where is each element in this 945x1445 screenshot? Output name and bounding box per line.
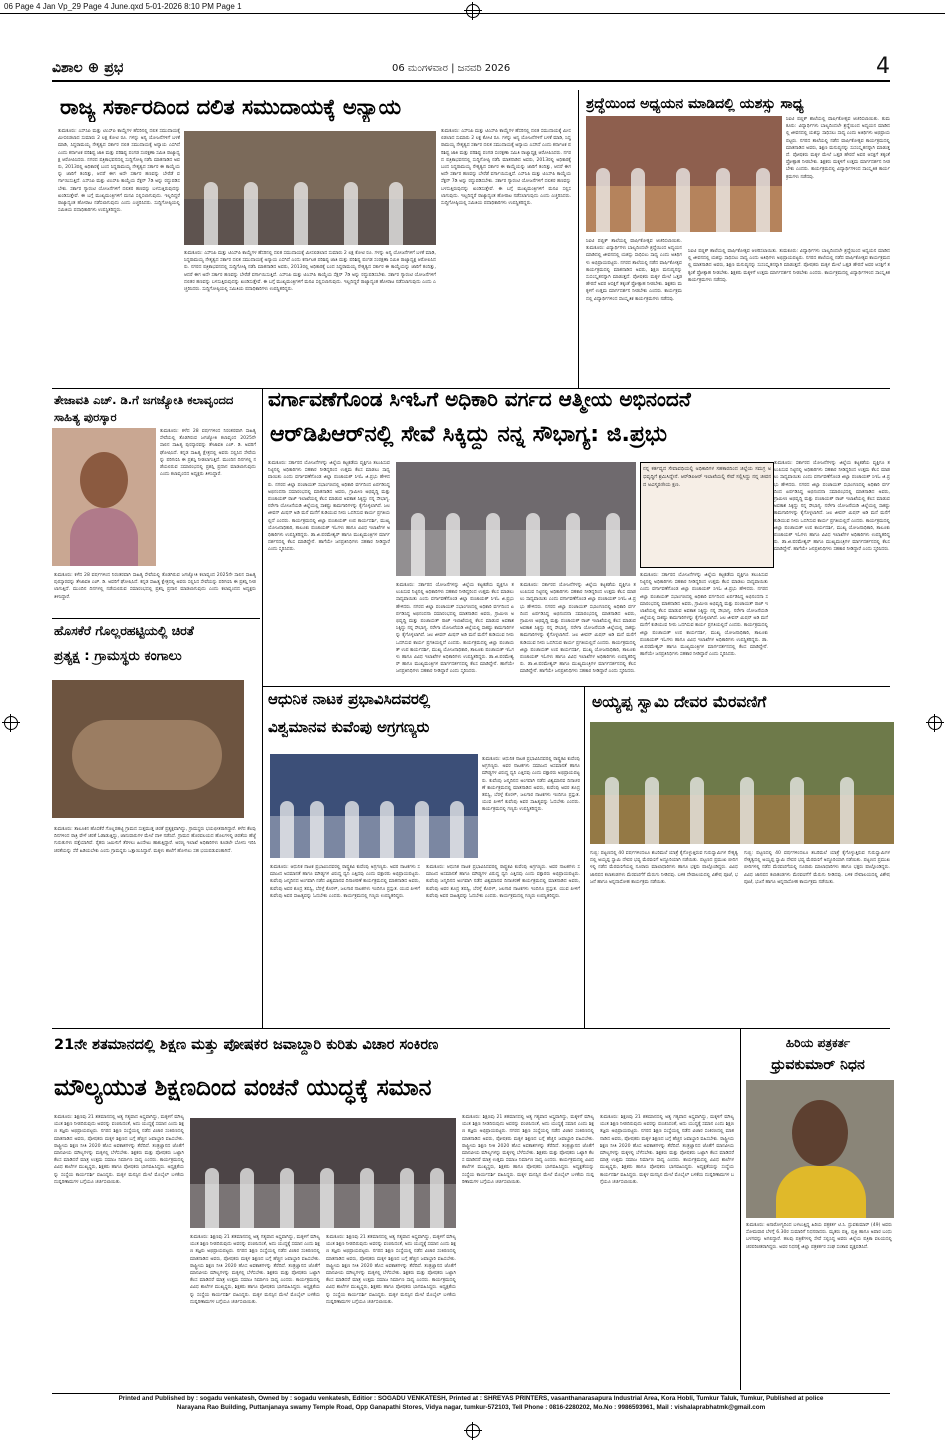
story-body-continued: ತುಮಕೂರು: ಕಳೆದ 28 ವರ್ಷಗಳಿಂದ ನಿರಂತರವಾಗಿ ಸಾಹಿತ್ಯ ಸೇವೆಯಲ್ಲಿ ತೊಡಗಿರುವ ಜಗಜ್ಯೋತಿ ಕಲಾವೃಂದ 2025ನೇ ಸಾಲಿನ ಸಾಹಿತ್ಯ ಪುರಸ್ಕಾರವನ್ನು ತೇಜಾವತಿ ಎಚ್. ಡಿ. ಅವರಿಗೆ ಘೋಷಿಸಿದೆ. ಕನ್ನಡ ಸಾಹಿತ್ಯ ಕ್ಷೇತ್ರದಲ್ಲಿ ಅವರು ಸಲ್ಲಿಸಿದ ಸೇವೆಯನ್ನು ಪರಿಗಣಿಸಿ ಈ ಪ್ರಶಸ್ತಿ ನೀಡಲಾಗುತ್ತಿದೆ. ಮುಂದಿನ ದಿನಗಳಲ್ಲಿ ನಡೆಯಲಿರುವ ಸಮಾರಂಭದಲ್ಲಿ ಪ್ರಶಸ್ತಿ ಪ್ರದಾನ ಮಾಡಲಾಗುವುದು ಎಂದು ಕಲಾವೃಂದದ ಅಧ್ಯಕ್ಷರು ತಿಳಿಸಿದ್ದಾರೆ. bbox=[54, 573, 256, 600]
masthead bbox=[52, 54, 890, 82]
page-number: 4 bbox=[876, 54, 890, 79]
section-rule bbox=[262, 686, 890, 687]
imprint-line: Narayana Rao Building, Puttanjanaya swamy Temple Road, Opp Ganapathi Stores, Vidya nagar, tumkur-572103, Tell Phone : 0816-2280202, Mo.No : 9986593961, Mail : vishalaprabhatmk@gmail.com bbox=[176, 1404, 766, 1411]
story-photo bbox=[52, 680, 244, 818]
story-photo bbox=[190, 1118, 456, 1228]
story-headline: ವರ್ಗಾವಣೆಗೊಂಡ ಸಿಇಓಗೆ ಅಧಿಕಾರಿ ವರ್ಗದ ಆತ್ಮೀಯ ಅಭಿನಂದನೆ bbox=[268, 387, 691, 411]
story-photo bbox=[590, 722, 894, 844]
story-body: ತುಮಕೂರು: ಕಳೆದ 28 ವರ್ಷಗಳಿಂದ ನಿರಂತರವಾಗಿ ಸಾಹಿತ್ಯ ಸೇವೆಯಲ್ಲಿ ತೊಡಗಿರುವ ಜಗಜ್ಯೋತಿ ಕಲಾವೃಂದ 2025ನೇ ಸಾಲಿನ ಸಾಹಿತ್ಯ ಪುರಸ್ಕಾರವನ್ನು ತೇಜಾವತಿ ಎಚ್. ಡಿ. ಅವರಿಗೆ ಘೋಷಿಸಿದೆ. ಕನ್ನಡ ಸಾಹಿತ್ಯ ಕ್ಷೇತ್ರದಲ್ಲಿ ಅವರು ಸಲ್ಲಿಸಿದ ಸೇವೆಯನ್ನು ಪರಿಗಣಿಸಿ ಈ ಪ್ರಶಸ್ತಿ ನೀಡಲಾಗುತ್ತಿದೆ. ಮುಂದಿನ ದಿನಗಳಲ್ಲಿ ನಡೆಯಲಿರುವ ಸಮಾರಂಭದಲ್ಲಿ ಪ್ರಶಸ್ತಿ ಪ್ರದಾನ ಮಾಡಲಾಗುವುದು ಎಂದು ಕಲಾವೃಂದದ ಅಧ್ಯಕ್ಷರು ತಿಳಿಸಿದ್ದಾರೆ. bbox=[160, 429, 256, 478]
story-body-continued: ತುಮಕೂರು: ಸರ್ಕಾರದ ಯೋಜನೆಗಳನ್ನು ಜಿಲ್ಲೆಯ ಕಟ್ಟಕಡೆಯ ವ್ಯಕ್ತಿಗೂ ತಲುಪಿಸುವ ನಿಟ್ಟಿನಲ್ಲಿ ಅಧಿಕಾರಿಗಳು ಸಹಕಾರ ನೀಡಿದ್ದರಿಂದ ಉತ್ತಮ ಕೆಲಸ ಮಾಡಲು ಸಾಧ್ಯವಾಯಿತು ಎಂದು ವರ್ಗಾವಣೆಗೊಂಡ ಜಿಲ್ಲಾ ಪಂಚಾಯತ್ ಸಿಇಓ ಜಿ.ಪ್ರಭು ಹೇಳಿದರು. ನಗರದ ಜಿಲ್ಲಾ ಪಂಚಾಯತ್ ಸಭಾಂಗಣದಲ್ಲಿ ಅಧಿಕಾರಿ ವರ್ಗದಿಂದ ಏರ್ಪಡಿಸಿದ್ದ ಅಭಿನಂದನಾ ಸಮಾರಂಭದಲ್ಲಿ ಮಾತನಾಡಿದ ಅವರು, ಗ್ರಾಮೀಣ ಅಭಿವೃದ್ಧಿ ಮತ್ತು ಪಂಚಾಯತ್ ರಾಜ್ ಇಲಾಖೆಯಲ್ಲಿ ಕೆಲಸ ಮಾಡುವ ಅವಕಾಶ ಸಿಕ್ಕಿದ್ದು ನನ್ನ ಸೌಭಾಗ್ಯ. ನರೇಗಾ ಯೋಜನೆಯಡಿ ಜಿಲ್ಲೆಯಲ್ಲಿ ಸಾಕಷ್ಟು ಕಾಮಗಾರಿಗಳನ್ನು ಕೈಗೊಳ್ಳಲಾಗಿದೆ. ಜಲ ಜೀವನ್ ಮಿಷನ್ ಅಡಿ ಮನೆ ಮನೆಗೆ ಕುಡಿಯುವ ನೀರು ಒದಗಿಸುವ ಕಾರ್ಯ ಪ್ರಗತಿಯಲ್ಲಿದೆ ಎಂದರು. ಕಾರ್ಯಕ್ರಮದಲ್ಲಿ ಜಿಲ್ಲಾ ಪಂಚಾಯತ್ ಉಪ ಕಾರ್ಯದರ್ಶಿ, ಮುಖ್ಯ ಯೋಜನಾಧಿಕಾರಿ, ತಾಲೂಕು ಪಂಚಾಯತ್ ಇಓಗಳು ಹಾಗೂ ವಿವಿಧ ಇಲಾಖೆಗಳ ಅಧಿಕಾರಿಗಳು ಉಪಸ್ಥಿತರಿದ್ದರು. ಡಾ.ಜಿ.ಪರಮೇಶ್ವರ್ ಹಾಗೂ ಮುಖ್ಯಮಂತ್ರಿಗಳ ಮಾರ್ಗದರ್ಶನದಲ್ಲಿ ಕೆಲಸ ಮಾಡಿದ್ದೇನೆ. ಹಾಗೆಯೇ ಜನಪ್ರತಿನಿಧಿಗಳು ಸಹಕಾರ ನೀಡಿದ್ದಾರೆ ಎಂದು ಸ್ಮರಿಸಿದರು. bbox=[774, 461, 890, 553]
story-photo bbox=[184, 131, 436, 245]
story-headline: ಆಧುನಿಕ ನಾಟಕ ಪ್ರಭಾವಿಸಿದವರಲ್ಲಿ bbox=[268, 690, 431, 708]
story-body-continued: ತುಮಕೂರು: ಎಸ್‌ಸಿಪಿ ಮತ್ತು ಟಿಎಸ್‌ಪಿ ಕಾಯ್ದೆಗಳ ಹೆಸರಿನಲ್ಲಿ ದಲಿತ ಸಮುದಾಯಕ್ಕೆ ಮೀಸಲಿಡಲಾದ ಸುಮಾರು 2 ಲಕ್ಷ ಕೋಟಿ ರೂ. ಗಳನ್ನು ಅನ್ಯ ಯೋಜನೆಗಳಿಗೆ ಬಳಕೆ ಮಾಡಿ, ಸಿದ್ದರಾಮಯ್ಯ ನೇತೃತ್ವದ ಸರ್ಕಾರ ದಲಿತ ಸಮುದಾಯಕ್ಕೆ ಅನ್ಯಾಯ ಎಸಗಿದೆ ಎಂದು ಕರ್ನಾಟಕ ಪರಿಶಿಷ್ಟ ಜಾತಿ ಮತ್ತು ಪರಿಶಿಷ್ಟ ಪಂಗಡ ಸಂರಕ್ಷಣಾ ಸಮಿತಿ ರಾಜ್ಯಾಧ್ಯಕ್ಷ ಆರೋಪಿಸಿದರು. ನಗರದ ಪತ್ರಿಕಾಭವನದಲ್ಲಿ ಸುದ್ದಿಗೋಷ್ಠಿ ನಡೆಸಿ ಮಾತನಾಡಿದ ಅವರು, 2013ರಲ್ಲಿ ಅಧಿಕಾರಕ್ಕೆ ಬಂದ ಸಿದ್ದರಾಮಯ್ಯ ನೇತೃತ್ವದ ಸರ್ಕಾರ ಈ ಕಾಯ್ದೆಯನ್ನು ಜಾರಿಗೆ ತಂದಿತ್ತು, ಆದರೆ ಈಗ ಅದೇ ಸರ್ಕಾರ ಹಣವನ್ನು ಬೇರೆಡೆ ವರ್ಗಾಯಿಸುತ್ತಿದೆ. ಎಸ್‌ಸಿಪಿ ಮತ್ತು ಟಿಎಸ್‌ಪಿ ಕಾಯ್ದೆಯ ಸೆಕ್ಷನ್ 7ಡಿ ಅನ್ನು ರದ್ದುಪಡಿಸಬೇಕು. ಸರ್ಕಾರ ಗ್ಯಾರಂಟಿ ಯೋಜನೆಗಳಿಗೆ ದಲಿತರ ಹಣವನ್ನು ಬಳಸುತ್ತಿರುವುದನ್ನು ಖಂಡಿಸುತ್ತೇವೆ. ಈ ಬಗ್ಗೆ ಮುಖ್ಯಮಂತ್ರಿಗಳಿಗೆ ಮನವಿ ಸಲ್ಲಿಸಲಾಗುವುದು. ಇಲ್ಲದಿದ್ದರೆ ರಾಜ್ಯಾದ್ಯಂತ ಹೋರಾಟ ನಡೆಸಲಾಗುವುದು ಎಂದು ಎಚ್ಚರಿಸಿದರು. ಸುದ್ದಿಗೋಷ್ಠಿಯಲ್ಲಿ ಸಮಿತಿಯ ಪದಾಧಿಕಾರಿಗಳು ಉಪಸ್ಥಿತರಿದ್ದರು. bbox=[441, 129, 571, 207]
dateline: 06 ಮಂಗಳವಾರ | ಜನವರಿ 2026 bbox=[392, 63, 511, 74]
story-body-continued: ತುಮಕೂರು: ಎಸ್‌ಸಿಪಿ ಮತ್ತು ಟಿಎಸ್‌ಪಿ ಕಾಯ್ದೆಗಳ ಹೆಸರಿನಲ್ಲಿ ದಲಿತ ಸಮುದಾಯಕ್ಕೆ ಮೀಸಲಿಡಲಾದ ಸುಮಾರು 2 ಲಕ್ಷ ಕೋಟಿ ರೂ. ಗಳನ್ನು ಅನ್ಯ ಯೋಜನೆಗಳಿಗೆ ಬಳಕೆ ಮಾಡಿ, ಸಿದ್ದರಾಮಯ್ಯ ನೇತೃತ್ವದ ಸರ್ಕಾರ ದಲಿತ ಸಮುದಾಯಕ್ಕೆ ಅನ್ಯಾಯ ಎಸಗಿದೆ ಎಂದು ಕರ್ನಾಟಕ ಪರಿಶಿಷ್ಟ ಜಾತಿ ಮತ್ತು ಪರಿಶಿಷ್ಟ ಪಂಗಡ ಸಂರಕ್ಷಣಾ ಸಮಿತಿ ರಾಜ್ಯಾಧ್ಯಕ್ಷ ಆರೋಪಿಸಿದರು. ನಗರದ ಪತ್ರಿಕಾಭವನದಲ್ಲಿ ಸುದ್ದಿಗೋಷ್ಠಿ ನಡೆಸಿ ಮಾತನಾಡಿದ ಅವರು, 2013ರಲ್ಲಿ ಅಧಿಕಾರಕ್ಕೆ ಬಂದ ಸಿದ್ದರಾಮಯ್ಯ ನೇತೃತ್ವದ ಸರ್ಕಾರ ಈ ಕಾಯ್ದೆಯನ್ನು ಜಾರಿಗೆ ತಂದಿತ್ತು, ಆದರೆ ಈಗ ಅದೇ ಸರ್ಕಾರ ಹಣವನ್ನು ಬೇರೆಡೆ ವರ್ಗಾಯಿಸುತ್ತಿದೆ. ಎಸ್‌ಸಿಪಿ ಮತ್ತು ಟಿಎಸ್‌ಪಿ ಕಾಯ್ದೆಯ ಸೆಕ್ಷನ್ 7ಡಿ ಅನ್ನು ರದ್ದುಪಡಿಸಬೇಕು. ಸರ್ಕಾರ ಗ್ಯಾರಂಟಿ ಯೋಜನೆಗಳಿಗೆ ದಲಿತರ ಹಣವನ್ನು ಬಳಸುತ್ತಿರುವುದನ್ನು ಖಂಡಿಸುತ್ತೇವೆ. ಈ ಬಗ್ಗೆ ಮುಖ್ಯಮಂತ್ರಿಗಳಿಗೆ ಮನವಿ ಸಲ್ಲಿಸಲಾಗುವುದು. ಇಲ್ಲದಿದ್ದರೆ ರಾಜ್ಯಾದ್ಯಂತ ಹೋರಾಟ ನಡೆಸಲಾಗುವುದು ಎಂದು ಎಚ್ಚರಿಸಿದರು. ಸುದ್ದಿಗೋಷ್ಠಿಯಲ್ಲಿ ಸಮಿತಿಯ ಪದಾಧಿಕಾರಿಗಳು ಉಪಸ್ಥಿತರಿದ್ದರು. bbox=[184, 251, 436, 293]
avatar bbox=[792, 1100, 848, 1166]
story-headline: ಮೌಲ್ಯಯುತ ಶಿಕ್ಷಣದಿಂದ ವಂಚನೆ ಯುದ್ಧಕ್ಕೆ ಸಮಾನ bbox=[54, 1075, 432, 1101]
section-rule bbox=[52, 618, 260, 619]
story-headline: ಶ್ರದ್ಧೆಯಿಂದ ಅಧ್ಯಯನ ಮಾಡಿದಲ್ಲಿ ಯಶಸ್ಸು ಸಾಧ್ಯ bbox=[586, 96, 804, 112]
column-rule bbox=[740, 1028, 741, 1390]
story-body: ಸಿಐಟಿ ಪಬ್ಲಿಕ್ ಶಾಲೆಯಲ್ಲಿ ವಾರ್ಷಿಕೋತ್ಸವ ಆಚರಿಸಲಾಯಿತು. ತುಮಕೂರು: ವಿದ್ಯಾರ್ಥಿಗಳು ಬಾಲ್ಯದಿಂದಲೇ ಶ್ರದ್ಧೆಯಿಂದ ಅಧ್ಯಯನ ಮಾಡಿದಲ್ಲಿ ಜೀವನದಲ್ಲಿ ಯಶಸ್ಸು ಸಾಧಿಸಲು ಸಾಧ್ಯ ಎಂದು ಅತಿಥಿಗಳು ಅಭಿಪ್ರಾಯಪಟ್ಟರು. ನಗರದ ಶಾಲೆಯಲ್ಲಿ ನಡೆದ ವಾರ್ಷಿಕೋತ್ಸವ ಕಾರ್ಯಕ್ರಮದಲ್ಲಿ ಮಾತನಾಡಿದ ಅವರು, ಶಿಕ್ಷಣ ಮನುಷ್ಯನನ್ನು ಸುಸಂಸ್ಕೃತನನ್ನಾಗಿ ಮಾಡುತ್ತದೆ. ಪೋಷಕರು ಮಕ್ಕಳ ಮೇಲೆ ಒತ್ತಡ ಹೇರದೆ ಅವರ ಆಸಕ್ತಿಗೆ ತಕ್ಕಂತೆ ಪ್ರೋತ್ಸಾಹ ನೀಡಬೇಕು. ಶಿಕ್ಷಕರು ಮಕ್ಕಳಿಗೆ ಉತ್ತಮ ಮಾರ್ಗದರ್ಶನ ನೀಡಬೇಕು ಎಂದರು. ಕಾರ್ಯಕ್ರಮದಲ್ಲಿ ವಿದ್ಯಾರ್ಥಿಗಳಿಂದ ಸಾಂಸ್ಕೃತಿಕ ಕಾರ್ಯಕ್ರಮಗಳು ನಡೆದವು. bbox=[786, 117, 890, 180]
registration-mark-icon bbox=[4, 716, 18, 730]
story-headline: 21ನೇ ಶತಮಾನದಲ್ಲಿ ಶಿಕ್ಷಣ ಮತ್ತು ಪೋಷಕರ ಜವಾಬ್ದಾರಿ ಕುರಿತು ವಿಚಾರ ಸಂಕಿರಣ bbox=[54, 1037, 439, 1053]
column-rule bbox=[584, 686, 585, 1028]
story-headline: ಪ್ರತ್ಯಕ್ಷ : ಗ್ರಾಮಸ್ಥರು ಕಂಗಾಲು bbox=[54, 648, 182, 664]
story-body-continued: ಸಿಐಟಿ ಪಬ್ಲಿಕ್ ಶಾಲೆಯಲ್ಲಿ ವಾರ್ಷಿಕೋತ್ಸವ ಆಚರಿಸಲಾಯಿತು. ತುಮಕೂರು: ವಿದ್ಯಾರ್ಥಿಗಳು ಬಾಲ್ಯದಿಂದಲೇ ಶ್ರದ್ಧೆಯಿಂದ ಅಧ್ಯಯನ ಮಾಡಿದಲ್ಲಿ ಜೀವನದಲ್ಲಿ ಯಶಸ್ಸು ಸಾಧಿಸಲು ಸಾಧ್ಯ ಎಂದು ಅತಿಥಿಗಳು ಅಭಿಪ್ರಾಯಪಟ್ಟರು. ನಗರದ ಶಾಲೆಯಲ್ಲಿ ನಡೆದ ವಾರ್ಷಿಕೋತ್ಸವ ಕಾರ್ಯಕ್ರಮದಲ್ಲಿ ಮಾತನಾಡಿದ ಅವರು, ಶಿಕ್ಷಣ ಮನುಷ್ಯನನ್ನು ಸುಸಂಸ್ಕೃತನನ್ನಾಗಿ ಮಾಡುತ್ತದೆ. ಪೋಷಕರು ಮಕ್ಕಳ ಮೇಲೆ ಒತ್ತಡ ಹೇರದೆ ಅವರ ಆಸಕ್ತಿಗೆ ತಕ್ಕಂತೆ ಪ್ರೋತ್ಸಾಹ ನೀಡಬೇಕು. ಶಿಕ್ಷಕರು ಮಕ್ಕಳಿಗೆ ಉತ್ತಮ ಮಾರ್ಗದರ್ಶನ ನೀಡಬೇಕು ಎಂದರು. ಕಾರ್ಯಕ್ರಮದಲ್ಲಿ ವಿದ್ಯಾರ್ಥಿಗಳಿಂದ ಸಾಂಸ್ಕೃತಿಕ ಕಾರ್ಯಕ್ರಮಗಳು ನಡೆದವು. bbox=[688, 249, 890, 283]
story-headline: ತೇಜಾವತಿ ಎಚ್. ಡಿ.ಗೆ ಜಗಜ್ಯೋತಿ ಕಲಾವೃಂದದ ಸಾಹಿತ್ಯ ಪುರಸ್ಕಾರ bbox=[54, 393, 234, 424]
printer-slug: 06 Page 4 Jan Vp_29 Page 4 June.qxd 5-01-2026 8:10 PM Page 1 bbox=[4, 2, 242, 11]
story-photo bbox=[396, 462, 636, 576]
pull-quote: ನನ್ನ ಕರ್ತವ್ಯದ ಸೇವಾವಧಿಯಲ್ಲಿ ಅಧಿಕಾರಿಗಳ ಸಹಕಾರದಿಂದ ಜಿಲ್ಲೆಯ ಸಮಗ್ರ ಅಭಿವೃದ್ಧಿಗೆ ಶ್ರಮಿಸಿದ್ದೇನೆ. ಆರ್‌ಡಿಪಿಆರ್ ಇಲಾಖೆಯಲ್ಲಿ ಸೇವೆ ಸಲ್ಲಿಸಿದ್ದು ನನ್ನ ಜೀವನದ ಅವಿಸ್ಮರಣೀಯ ಕ್ಷಣ. bbox=[640, 462, 774, 568]
story-body: ತುಮಕೂರು: ಎಸ್‌ಸಿಪಿ ಮತ್ತು ಟಿಎಸ್‌ಪಿ ಕಾಯ್ದೆಗಳ ಹೆಸರಿನಲ್ಲಿ ದಲಿತ ಸಮುದಾಯಕ್ಕೆ ಮೀಸಲಿಡಲಾದ ಸುಮಾರು 2 ಲಕ್ಷ ಕೋಟಿ ರೂ. ಗಳನ್ನು ಅನ್ಯ ಯೋಜನೆಗಳಿಗೆ ಬಳಕೆ ಮಾಡಿ, ಸಿದ್ದರಾಮಯ್ಯ ನೇತೃತ್ವದ ಸರ್ಕಾರ ದಲಿತ ಸಮುದಾಯಕ್ಕೆ ಅನ್ಯಾಯ ಎಸಗಿದೆ ಎಂದು ಕರ್ನಾಟಕ ಪರಿಶಿಷ್ಟ ಜಾತಿ ಮತ್ತು ಪರಿಶಿಷ್ಟ ಪಂಗಡ ಸಂರಕ್ಷಣಾ ಸಮಿತಿ ರಾಜ್ಯಾಧ್ಯಕ್ಷ ಆರೋಪಿಸಿದರು. ನಗರದ ಪತ್ರಿಕಾಭವನದಲ್ಲಿ ಸುದ್ದಿಗೋಷ್ಠಿ ನಡೆಸಿ ಮಾತನಾಡಿದ ಅವರು, 2013ರಲ್ಲಿ ಅಧಿಕಾರಕ್ಕೆ ಬಂದ ಸಿದ್ದರಾಮಯ್ಯ ನೇತೃತ್ವದ ಸರ್ಕಾರ ಈ ಕಾಯ್ದೆಯನ್ನು ಜಾರಿಗೆ ತಂದಿತ್ತು, ಆದರೆ ಈಗ ಅದೇ ಸರ್ಕಾರ ಹಣವನ್ನು ಬೇರೆಡೆ ವರ್ಗಾಯಿಸುತ್ತಿದೆ. ಎಸ್‌ಸಿಪಿ ಮತ್ತು ಟಿಎಸ್‌ಪಿ ಕಾಯ್ದೆಯ ಸೆಕ್ಷನ್ 7ಡಿ ಅನ್ನು ರದ್ದುಪಡಿಸಬೇಕು. ಸರ್ಕಾರ ಗ್ಯಾರಂಟಿ ಯೋಜನೆಗಳಿಗೆ ದಲಿತರ ಹಣವನ್ನು ಬಳಸುತ್ತಿರುವುದನ್ನು ಖಂಡಿಸುತ್ತೇವೆ. ಈ ಬಗ್ಗೆ ಮುಖ್ಯಮಂತ್ರಿಗಳಿಗೆ ಮನವಿ ಸಲ್ಲಿಸಲಾಗುವುದು. ಇಲ್ಲದಿದ್ದರೆ ರಾಜ್ಯಾದ್ಯಂತ ಹೋರಾಟ ನಡೆಸಲಾಗುವುದು ಎಂದು ಎಚ್ಚರಿಸಿದರು. ಸುದ್ದಿಗೋಷ್ಠಿಯಲ್ಲಿ ಸಮಿತಿಯ ಪದಾಧಿಕಾರಿಗಳು ಉಪಸ್ಥಿತರಿದ್ದರು. bbox=[58, 129, 180, 214]
story-body-continued: ಸಿಐಟಿ ಪಬ್ಲಿಕ್ ಶಾಲೆಯಲ್ಲಿ ವಾರ್ಷಿಕೋತ್ಸವ ಆಚರಿಸಲಾಯಿತು. ತುಮಕೂರು: ವಿದ್ಯಾರ್ಥಿಗಳು ಬಾಲ್ಯದಿಂದಲೇ ಶ್ರದ್ಧೆಯಿಂದ ಅಧ್ಯಯನ ಮಾಡಿದಲ್ಲಿ ಜೀವನದಲ್ಲಿ ಯಶಸ್ಸು ಸಾಧಿಸಲು ಸಾಧ್ಯ ಎಂದು ಅತಿಥಿಗಳು ಅಭಿಪ್ರಾಯಪಟ್ಟರು. ನಗರದ ಶಾಲೆಯಲ್ಲಿ ನಡೆದ ವಾರ್ಷಿಕೋತ್ಸವ ಕಾರ್ಯಕ್ರಮದಲ್ಲಿ ಮಾತನಾಡಿದ ಅವರು, ಶಿಕ್ಷಣ ಮನುಷ್ಯನನ್ನು ಸುಸಂಸ್ಕೃತನನ್ನಾಗಿ ಮಾಡುತ್ತದೆ. ಪೋಷಕರು ಮಕ್ಕಳ ಮೇಲೆ ಒತ್ತಡ ಹೇರದೆ ಅವರ ಆಸಕ್ತಿಗೆ ತಕ್ಕಂತೆ ಪ್ರೋತ್ಸಾಹ ನೀಡಬೇಕು. ಶಿಕ್ಷಕರು ಮಕ್ಕಳಿಗೆ ಉತ್ತಮ ಮಾರ್ಗದರ್ಶನ ನೀಡಬೇಕು ಎಂದರು. ಕಾರ್ಯಕ್ರಮದಲ್ಲಿ ವಿದ್ಯಾರ್ಥಿಗಳಿಂದ ಸಾಂಸ್ಕೃತಿಕ ಕಾರ್ಯಕ್ರಮಗಳು ನಡೆದವು. bbox=[586, 239, 682, 302]
story-body-continued: ತುಮಕೂರು: ಶಿಕ್ಷಣವು 21 ಶತಮಾನದಲ್ಲಿ ಅತ್ಯ ಗತ್ಯವಾದ ಅಸ್ತ್ರವಾಗಿದ್ದು, ಮಕ್ಕಳಿಗೆ ಮೌಲ್ಯಯುತ ಶಿಕ್ಷಣ ನೀಡದಿರುವುದು ಅವರನ್ನು ವಂಚಿಸಿದಂತೆ, ಅದು ಯುದ್ಧಕ್ಕೆ ಸಮಾನ ಎಂದು ಶಿಕ್ಷಣ ತಜ್ಞರು ಅಭಿಪ್ರಾಯಪಟ್ಟರು. ನಗರದ ಶಿಕ್ಷಣ ಸಂಸ್ಥೆಯಲ್ಲಿ ನಡೆದ ವಿಚಾರ ಸಂಕಿರಣದಲ್ಲಿ ಮಾತನಾಡಿದ ಅವರು, ಪೋಷಕರು ಮಕ್ಕಳ ಶಿಕ್ಷಣದ ಬಗ್ಗೆ ಹೆಚ್ಚಿನ ಜವಾಬ್ದಾರಿ ವಹಿಸಬೇಕು. ರಾಷ್ಟ್ರೀಯ ಶಿಕ್ಷಣ ನೀತಿ 2020 ಹೊಸ ಅವಕಾಶಗಳನ್ನು ತೆರೆದಿದೆ. ತಂತ್ರಜ್ಞಾನದ ಜೊತೆಗೆ ಮಾನವೀಯ ಮೌಲ್ಯಗಳನ್ನು ಮಕ್ಕಳಲ್ಲಿ ಬೆಳೆಸಬೇಕು. ಶಿಕ್ಷಕರು ಮತ್ತು ಪೋಷಕರು ಒಟ್ಟಾಗಿ ಕೆಲಸ ಮಾಡಿದರೆ ಮಾತ್ರ ಉತ್ತಮ ಸಮಾಜ ನಿರ್ಮಾಣ ಸಾಧ್ಯ ಎಂದರು. ಕಾರ್ಯಕ್ರಮದಲ್ಲಿ ವಿವಿಧ ಶಾಲೆಗಳ ಮುಖ್ಯಸ್ಥರು, ಶಿಕ್ಷಕರು ಹಾಗೂ ಪೋಷಕರು ಭಾಗವಹಿಸಿದ್ದರು. ಅಧ್ಯಕ್ಷತೆಯನ್ನು ಸಂಸ್ಥೆಯ ಕಾರ್ಯದರ್ಶಿ ವಹಿಸಿದ್ದರು. ಮಕ್ಕಳ ಮನಸ್ಸಿನ ಮೇಲೆ ಮೊಬೈಲ್ ಬಳಕೆಯ ದುಷ್ಪರಿಣಾಮಗಳ ಬಗ್ಗೆಯೂ ಚರ್ಚಿಸಲಾಯಿತು. bbox=[462, 1115, 594, 1185]
section-rule bbox=[52, 1028, 890, 1029]
story-headline: ಧ್ರುವಕುಮಾರ್ ನಿಧನ bbox=[771, 1057, 865, 1073]
story-body: ತುಮಕೂರು: ತಾಲೂಕಿನ ಹೊಸಕೆರೆ ಗೊಲ್ಲರಹಟ್ಟಿ ಗ್ರಾಮದ ಸುತ್ತಮುತ್ತ ಚಿರತೆ ಪ್ರತ್ಯಕ್ಷವಾಗಿದ್ದು, ಗ್ರಾಮಸ್ಥರು ಭಯಭೀತರಾಗಿದ್ದಾರೆ. ಕಳೆದ ಕೆಲವು ದಿನಗಳಿಂದ ರಾತ್ರಿ ವೇಳೆ ಚಿರತೆ ಓಡಾಡುತ್ತಿದ್ದು, ಜಾನುವಾರುಗಳ ಮೇಲೆ ದಾಳಿ ನಡೆಸಿದೆ. ಗ್ರಾಮದ ಹೊರವಲಯದ ಹೊಲಗಳಲ್ಲಿ ಚಿರತೆಯ ಹೆಜ್ಜೆ ಗುರುತುಗಳು ಪತ್ತೆಯಾಗಿವೆ. ರೈತರು ಜಮೀನಿಗೆ ತೆರಳಲು ಹಿಂದೇಟು ಹಾಕುತ್ತಿದ್ದಾರೆ. ಅರಣ್ಯ ಇಲಾಖೆ ಅಧಿಕಾರಿಗಳು ಕೂಡಲೇ ಬೋನು ಇರಿಸಿ ಚಿರತೆಯನ್ನು ಸೆರೆ ಹಿಡಿಯಬೇಕು ಎಂದು ಗ್ರಾಮಸ್ಥರು ಒತ್ತಾಯಿಸಿದ್ದಾರೆ. ಮಕ್ಕಳು ಶಾಲೆಗೆ ಹೋಗಲು ಸಹ ಭಯಪಡುವಂತಾಗಿದೆ. bbox=[54, 827, 256, 854]
story-body-continued: ತುಮಕೂರು: ಶಿಕ್ಷಣವು 21 ಶತಮಾನದಲ್ಲಿ ಅತ್ಯ ಗತ್ಯವಾದ ಅಸ್ತ್ರವಾಗಿದ್ದು, ಮಕ್ಕಳಿಗೆ ಮೌಲ್ಯಯುತ ಶಿಕ್ಷಣ ನೀಡದಿರುವುದು ಅವರನ್ನು ವಂಚಿಸಿದಂತೆ, ಅದು ಯುದ್ಧಕ್ಕೆ ಸಮಾನ ಎಂದು ಶಿಕ್ಷಣ ತಜ್ಞರು ಅಭಿಪ್ರಾಯಪಟ್ಟರು. ನಗರದ ಶಿಕ್ಷಣ ಸಂಸ್ಥೆಯಲ್ಲಿ ನಡೆದ ವಿಚಾರ ಸಂಕಿರಣದಲ್ಲಿ ಮಾತನಾಡಿದ ಅವರು, ಪೋಷಕರು ಮಕ್ಕಳ ಶಿಕ್ಷಣದ ಬಗ್ಗೆ ಹೆಚ್ಚಿನ ಜವಾಬ್ದಾರಿ ವಹಿಸಬೇಕು. ರಾಷ್ಟ್ರೀಯ ಶಿಕ್ಷಣ ನೀತಿ 2020 ಹೊಸ ಅವಕಾಶಗಳನ್ನು ತೆರೆದಿದೆ. ತಂತ್ರಜ್ಞಾನದ ಜೊತೆಗೆ ಮಾನವೀಯ ಮೌಲ್ಯಗಳನ್ನು ಮಕ್ಕಳಲ್ಲಿ ಬೆಳೆಸಬೇಕು. ಶಿಕ್ಷಕರು ಮತ್ತು ಪೋಷಕರು ಒಟ್ಟಾಗಿ ಕೆಲಸ ಮಾಡಿದರೆ ಮಾತ್ರ ಉತ್ತಮ ಸಮಾಜ ನಿರ್ಮಾಣ ಸಾಧ್ಯ ಎಂದರು. ಕಾರ್ಯಕ್ರಮದಲ್ಲಿ ವಿವಿಧ ಶಾಲೆಗಳ ಮುಖ್ಯಸ್ಥರು, ಶಿಕ್ಷಕರು ಹಾಗೂ ಪೋಷಕರು ಭಾಗವಹಿಸಿದ್ದರು. ಅಧ್ಯಕ್ಷತೆಯನ್ನು ಸಂಸ್ಥೆಯ ಕಾರ್ಯದರ್ಶಿ ವಹಿಸಿದ್ದರು. ಮಕ್ಕಳ ಮನಸ್ಸಿನ ಮೇಲೆ ಮೊಬೈಲ್ ಬಳಕೆಯ ದುಷ್ಪರಿಣಾಮಗಳ ಬಗ್ಗೆಯೂ ಚರ್ಚಿಸಲಾಯಿತು. bbox=[600, 1115, 734, 1185]
story-body-continued: ತುಮಕೂರು: ಸರ್ಕಾರದ ಯೋಜನೆಗಳನ್ನು ಜಿಲ್ಲೆಯ ಕಟ್ಟಕಡೆಯ ವ್ಯಕ್ತಿಗೂ ತಲುಪಿಸುವ ನಿಟ್ಟಿನಲ್ಲಿ ಅಧಿಕಾರಿಗಳು ಸಹಕಾರ ನೀಡಿದ್ದರಿಂದ ಉತ್ತಮ ಕೆಲಸ ಮಾಡಲು ಸಾಧ್ಯವಾಯಿತು ಎಂದು ವರ್ಗಾವಣೆಗೊಂಡ ಜಿಲ್ಲಾ ಪಂಚಾಯತ್ ಸಿಇಓ ಜಿ.ಪ್ರಭು ಹೇಳಿದರು. ನಗರದ ಜಿಲ್ಲಾ ಪಂಚಾಯತ್ ಸಭಾಂಗಣದಲ್ಲಿ ಅಧಿಕಾರಿ ವರ್ಗದಿಂದ ಏರ್ಪಡಿಸಿದ್ದ ಅಭಿನಂದನಾ ಸಮಾರಂಭದಲ್ಲಿ ಮಾತನಾಡಿದ ಅವರು, ಗ್ರಾಮೀಣ ಅಭಿವೃದ್ಧಿ ಮತ್ತು ಪಂಚಾಯತ್ ರಾಜ್ ಇಲಾಖೆಯಲ್ಲಿ ಕೆಲಸ ಮಾಡುವ ಅವಕಾಶ ಸಿಕ್ಕಿದ್ದು ನನ್ನ ಸೌಭಾಗ್ಯ. ನರೇಗಾ ಯೋಜನೆಯಡಿ ಜಿಲ್ಲೆಯಲ್ಲಿ ಸಾಕಷ್ಟು ಕಾಮಗಾರಿಗಳನ್ನು ಕೈಗೊಳ್ಳಲಾಗಿದೆ. ಜಲ ಜೀವನ್ ಮಿಷನ್ ಅಡಿ ಮನೆ ಮನೆಗೆ ಕುಡಿಯುವ ನೀರು ಒದಗಿಸುವ ಕಾರ್ಯ ಪ್ರಗತಿಯಲ್ಲಿದೆ ಎಂದರು. ಕಾರ್ಯಕ್ರಮದಲ್ಲಿ ಜಿಲ್ಲಾ ಪಂಚಾಯತ್ ಉಪ ಕಾರ್ಯದರ್ಶಿ, ಮುಖ್ಯ ಯೋಜನಾಧಿಕಾರಿ, ತಾಲೂಕು ಪಂಚಾಯತ್ ಇಓಗಳು ಹಾಗೂ ವಿವಿಧ ಇಲಾಖೆಗಳ ಅಧಿಕಾರಿಗಳು ಉಪಸ್ಥಿತರಿದ್ದರು. ಡಾ.ಜಿ.ಪರಮೇಶ್ವರ್ ಹಾಗೂ ಮುಖ್ಯಮಂತ್ರಿಗಳ ಮಾರ್ಗದರ್ಶನದಲ್ಲಿ ಕೆಲಸ ಮಾಡಿದ್ದೇನೆ. ಹಾಗೆಯೇ ಜನಪ್ರತಿನಿಧಿಗಳು ಸಹಕಾರ ನೀಡಿದ್ದಾರೆ ಎಂದು ಸ್ಮರಿಸಿದರು. bbox=[396, 583, 514, 675]
story-headline: ಹೊಸಕೆರೆ ಗೊಲ್ಲರಹಟ್ಟಿಯಲ್ಲಿ ಚಿರತೆ bbox=[54, 623, 194, 638]
story-body: ತುಮಕೂರು: ಸರ್ಕಾರದ ಯೋಜನೆಗಳನ್ನು ಜಿಲ್ಲೆಯ ಕಟ್ಟಕಡೆಯ ವ್ಯಕ್ತಿಗೂ ತಲುಪಿಸುವ ನಿಟ್ಟಿನಲ್ಲಿ ಅಧಿಕಾರಿಗಳು ಸಹಕಾರ ನೀಡಿದ್ದರಿಂದ ಉತ್ತಮ ಕೆಲಸ ಮಾಡಲು ಸಾಧ್ಯವಾಯಿತು ಎಂದು ವರ್ಗಾವಣೆಗೊಂಡ ಜಿಲ್ಲಾ ಪಂಚಾಯತ್ ಸಿಇಓ ಜಿ.ಪ್ರಭು ಹೇಳಿದರು. ನಗರದ ಜಿಲ್ಲಾ ಪಂಚಾಯತ್ ಸಭಾಂಗಣದಲ್ಲಿ ಅಧಿಕಾರಿ ವರ್ಗದಿಂದ ಏರ್ಪಡಿಸಿದ್ದ ಅಭಿನಂದನಾ ಸಮಾರಂಭದಲ್ಲಿ ಮಾತನಾಡಿದ ಅವರು, ಗ್ರಾಮೀಣ ಅಭಿವೃದ್ಧಿ ಮತ್ತು ಪಂಚಾಯತ್ ರಾಜ್ ಇಲಾಖೆಯಲ್ಲಿ ಕೆಲಸ ಮಾಡುವ ಅವಕಾಶ ಸಿಕ್ಕಿದ್ದು ನನ್ನ ಸೌಭಾಗ್ಯ. ನರೇಗಾ ಯೋಜನೆಯಡಿ ಜಿಲ್ಲೆಯಲ್ಲಿ ಸಾಕಷ್ಟು ಕಾಮಗಾರಿಗಳನ್ನು ಕೈಗೊಳ್ಳಲಾಗಿದೆ. ಜಲ ಜೀವನ್ ಮಿಷನ್ ಅಡಿ ಮನೆ ಮನೆಗೆ ಕುಡಿಯುವ ನೀರು ಒದಗಿಸುವ ಕಾರ್ಯ ಪ್ರಗತಿಯಲ್ಲಿದೆ ಎಂದರು. ಕಾರ್ಯಕ್ರಮದಲ್ಲಿ ಜಿಲ್ಲಾ ಪಂಚಾಯತ್ ಉಪ ಕಾರ್ಯದರ್ಶಿ, ಮುಖ್ಯ ಯೋಜನಾಧಿಕಾರಿ, ತಾಲೂಕು ಪಂಚಾಯತ್ ಇಓಗಳು ಹಾಗೂ ವಿವಿಧ ಇಲಾಖೆಗಳ ಅಧಿಕಾರಿಗಳು ಉಪಸ್ಥಿತರಿದ್ದರು. ಡಾ.ಜಿ.ಪರಮೇಶ್ವರ್ ಹಾಗೂ ಮುಖ್ಯಮಂತ್ರಿಗಳ ಮಾರ್ಗದರ್ಶನದಲ್ಲಿ ಕೆಲಸ ಮಾಡಿದ್ದೇನೆ. ಹಾಗೆಯೇ ಜನಪ್ರತಿನಿಧಿಗಳು ಸಹಕಾರ ನೀಡಿದ್ದಾರೆ ಎಂದು ಸ್ಮರಿಸಿದರು. bbox=[268, 461, 390, 553]
column-rule bbox=[578, 90, 579, 388]
registration-mark-icon bbox=[466, 4, 480, 18]
registration-mark-icon bbox=[928, 716, 942, 730]
story-headline: ಆರ್‌ಡಿಪಿಆರ್‌ನಲ್ಲಿ ಸೇವೆ ಸಿಕ್ಕಿದ್ದು ನನ್ನ ಸೌಭಾಗ್ಯ: ಜಿ.ಪ್ರಭು bbox=[270, 422, 667, 447]
story-body-continued: ತುಮಕೂರು: ಆಧುನಿಕ ನಾಟಕ ಪ್ರಭಾವಿಸಿದವರಲ್ಲಿ ರಾಷ್ಟ್ರಕವಿ ಕುವೆಂಪು ಅಗ್ರಗಣ್ಯರು. ಅವರ ನಾಟಕಗಳು ಸಮಾಜದ ಅಸಮಾನತೆ ಹಾಗೂ ಮೌಢ್ಯಗಳ ವಿರುದ್ಧ ಧ್ವನಿ ಎತ್ತಿದವು ಎಂದು ವಕ್ತಾರರು ಅಭಿಪ್ರಾಯಪಟ್ಟರು. ಕುವೆಂಪು ಜನ್ಮದಿನದ ಅಂಗವಾಗಿ ನಡೆದ ವಿಶ್ವಮಾನವ ದಿನಾಚರಣೆ ಕಾರ್ಯಕ್ರಮದಲ್ಲಿ ಮಾತನಾಡಿದ ಅವರು, ಕುವೆಂಪು ಅವರ ಶೂದ್ರ ತಪಸ್ವಿ, ಬೆರಳ್ಗೆ ಕೊರಳ್, ಜಲಗಾರ ನಾಟಕಗಳು ಇಂದಿಗೂ ಪ್ರಸ್ತುತ. ಯುವ ಪೀಳಿಗೆ ಕುವೆಂಪು ಅವರ ಸಾಹಿತ್ಯವನ್ನು ಓದಬೇಕು ಎಂದರು. ಕಾರ್ಯಕ್ರಮದಲ್ಲಿ ಗಣ್ಯರು ಉಪಸ್ಥಿತರಿದ್ದರು. bbox=[270, 865, 420, 899]
imprint-footer bbox=[52, 1393, 890, 1414]
story-headline: ಅಯ್ಯಪ್ಪ ಸ್ವಾಮಿ ದೇವರ ಮೆರವಣಿಗೆ bbox=[592, 693, 767, 711]
newspaper-logo: ವಿಶಾಲ ⊕ ಪ್ರಭ bbox=[52, 60, 124, 76]
story-body: ಗುಬ್ಬಿ: ಪಟ್ಟಣದಲ್ಲಿ 40 ವರ್ಷಗಳಿಂದಲೂ ಶಬರಿಮಲೆ ಯಾತ್ರೆ ಕೈಗೊಳ್ಳುತ್ತಿರುವ ಗುರುಸ್ವಾಮಿಗಳ ನೇತೃತ್ವದಲ್ಲಿ ಅಯ್ಯಪ್ಪ ಸ್ವಾಮಿ ದೇವರ ಭವ್ಯ ಮೆರವಣಿಗೆ ಅದ್ದೂರಿಯಾಗಿ ನಡೆಯಿತು. ಪಟ್ಟಣದ ಪ್ರಮುಖ ಬೀದಿಗಳಲ್ಲಿ ನಡೆದ ಮೆರವಣಿಗೆಯಲ್ಲಿ ನೂರಾರು ಮಾಲಾಧಾರಿಗಳು ಹಾಗೂ ಭಕ್ತರು ಪಾಲ್ಗೊಂಡಿದ್ದರು. ವಿವಿಧ ಜಾನಪದ ಕಲಾತಂಡಗಳು ಮೆರವಣಿಗೆಗೆ ಮೆರುಗು ನೀಡಿದವು. ಬಳಿಕ ದೇವಾಲಯದಲ್ಲಿ ವಿಶೇಷ ಪೂಜೆ, ಭಜನೆ ಹಾಗೂ ಅನ್ನದಾಸೋಹ ಕಾರ್ಯಕ್ರಮ ನಡೆಯಿತು. bbox=[590, 851, 738, 885]
registration-mark-icon bbox=[466, 1424, 480, 1438]
story-body-continued: ತುಮಕೂರು: ಶಿಕ್ಷಣವು 21 ಶತಮಾನದಲ್ಲಿ ಅತ್ಯ ಗತ್ಯವಾದ ಅಸ್ತ್ರವಾಗಿದ್ದು, ಮಕ್ಕಳಿಗೆ ಮೌಲ್ಯಯುತ ಶಿಕ್ಷಣ ನೀಡದಿರುವುದು ಅವರನ್ನು ವಂಚಿಸಿದಂತೆ, ಅದು ಯುದ್ಧಕ್ಕೆ ಸಮಾನ ಎಂದು ಶಿಕ್ಷಣ ತಜ್ಞರು ಅಭಿಪ್ರಾಯಪಟ್ಟರು. ನಗರದ ಶಿಕ್ಷಣ ಸಂಸ್ಥೆಯಲ್ಲಿ ನಡೆದ ವಿಚಾರ ಸಂಕಿರಣದಲ್ಲಿ ಮಾತನಾಡಿದ ಅವರು, ಪೋಷಕರು ಮಕ್ಕಳ ಶಿಕ್ಷಣದ ಬಗ್ಗೆ ಹೆಚ್ಚಿನ ಜವಾಬ್ದಾರಿ ವಹಿಸಬೇಕು. ರಾಷ್ಟ್ರೀಯ ಶಿಕ್ಷಣ ನೀತಿ 2020 ಹೊಸ ಅವಕಾಶಗಳನ್ನು ತೆರೆದಿದೆ. ತಂತ್ರಜ್ಞಾನದ ಜೊತೆಗೆ ಮಾನವೀಯ ಮೌಲ್ಯಗಳನ್ನು ಮಕ್ಕಳಲ್ಲಿ ಬೆಳೆಸಬೇಕು. ಶಿಕ್ಷಕರು ಮತ್ತು ಪೋಷಕರು ಒಟ್ಟಾಗಿ ಕೆಲಸ ಮಾಡಿದರೆ ಮಾತ್ರ ಉತ್ತಮ ಸಮಾಜ ನಿರ್ಮಾಣ ಸಾಧ್ಯ ಎಂದರು. ಕಾರ್ಯಕ್ರಮದಲ್ಲಿ ವಿವಿಧ ಶಾಲೆಗಳ ಮುಖ್ಯಸ್ಥರು, ಶಿಕ್ಷಕರು ಹಾಗೂ ಪೋಷಕರು ಭಾಗವಹಿಸಿದ್ದರು. ಅಧ್ಯಕ್ಷತೆಯನ್ನು ಸಂಸ್ಥೆಯ ಕಾರ್ಯದರ್ಶಿ ವಹಿಸಿದ್ದರು. ಮಕ್ಕಳ ಮನಸ್ಸಿನ ಮೇಲೆ ಮೊಬೈಲ್ ಬಳಕೆಯ ದುಷ್ಪರಿಣಾಮಗಳ ಬಗ್ಗೆಯೂ ಚರ್ಚಿಸಲಾಯಿತು. bbox=[190, 1235, 320, 1305]
story-headline: ರಾಜ್ಯ ಸರ್ಕಾರದಿಂದ ದಲಿತ ಸಮುದಾಯಕ್ಕೆ ಅನ್ಯಾಯ bbox=[60, 95, 402, 119]
imprint-line: Printed and Published by : sogadu venkatesh, Owned by : sogadu venkatesh, Editior : SOGADU VENKATESH, Printed at : SHREYAS PRINTERS, vasanthanarasapura Industrial Area, Kora Hobli, Tumkur Taluk, Tumkur, Published at police bbox=[118, 1395, 824, 1402]
story-body: ತುಮಕೂರು: ಶಿಕ್ಷಣವು 21 ಶತಮಾನದಲ್ಲಿ ಅತ್ಯ ಗತ್ಯವಾದ ಅಸ್ತ್ರವಾಗಿದ್ದು, ಮಕ್ಕಳಿಗೆ ಮೌಲ್ಯಯುತ ಶಿಕ್ಷಣ ನೀಡದಿರುವುದು ಅವರನ್ನು ವಂಚಿಸಿದಂತೆ, ಅದು ಯುದ್ಧಕ್ಕೆ ಸಮಾನ ಎಂದು ಶಿಕ್ಷಣ ತಜ್ಞರು ಅಭಿಪ್ರಾಯಪಟ್ಟರು. ನಗರದ ಶಿಕ್ಷಣ ಸಂಸ್ಥೆಯಲ್ಲಿ ನಡೆದ ವಿಚಾರ ಸಂಕಿರಣದಲ್ಲಿ ಮಾತನಾಡಿದ ಅವರು, ಪೋಷಕರು ಮಕ್ಕಳ ಶಿಕ್ಷಣದ ಬಗ್ಗೆ ಹೆಚ್ಚಿನ ಜವಾಬ್ದಾರಿ ವಹಿಸಬೇಕು. ರಾಷ್ಟ್ರೀಯ ಶಿಕ್ಷಣ ನೀತಿ 2020 ಹೊಸ ಅವಕಾಶಗಳನ್ನು ತೆರೆದಿದೆ. ತಂತ್ರಜ್ಞಾನದ ಜೊತೆಗೆ ಮಾನವೀಯ ಮೌಲ್ಯಗಳನ್ನು ಮಕ್ಕಳಲ್ಲಿ ಬೆಳೆಸಬೇಕು. ಶಿಕ್ಷಕರು ಮತ್ತು ಪೋಷಕರು ಒಟ್ಟಾಗಿ ಕೆಲಸ ಮಾಡಿದರೆ ಮಾತ್ರ ಉತ್ತಮ ಸಮಾಜ ನಿರ್ಮಾಣ ಸಾಧ್ಯ ಎಂದರು. ಕಾರ್ಯಕ್ರಮದಲ್ಲಿ ವಿವಿಧ ಶಾಲೆಗಳ ಮುಖ್ಯಸ್ಥರು, ಶಿಕ್ಷಕರು ಹಾಗೂ ಪೋಷಕರು ಭಾಗವಹಿಸಿದ್ದರು. ಅಧ್ಯಕ್ಷತೆಯನ್ನು ಸಂಸ್ಥೆಯ ಕಾರ್ಯದರ್ಶಿ ವಹಿಸಿದ್ದರು. ಮಕ್ಕಳ ಮನಸ್ಸಿನ ಮೇಲೆ ಮೊಬೈಲ್ ಬಳಕೆಯ ದುಷ್ಪರಿಣಾಮಗಳ ಬಗ್ಗೆಯೂ ಚರ್ಚಿಸಲಾಯಿತು. bbox=[54, 1115, 184, 1185]
story-body-continued: ತುಮಕೂರು: ಸರ್ಕಾರದ ಯೋಜನೆಗಳನ್ನು ಜಿಲ್ಲೆಯ ಕಟ್ಟಕಡೆಯ ವ್ಯಕ್ತಿಗೂ ತಲುಪಿಸುವ ನಿಟ್ಟಿನಲ್ಲಿ ಅಧಿಕಾರಿಗಳು ಸಹಕಾರ ನೀಡಿದ್ದರಿಂದ ಉತ್ತಮ ಕೆಲಸ ಮಾಡಲು ಸಾಧ್ಯವಾಯಿತು ಎಂದು ವರ್ಗಾವಣೆಗೊಂಡ ಜಿಲ್ಲಾ ಪಂಚಾಯತ್ ಸಿಇಓ ಜಿ.ಪ್ರಭು ಹೇಳಿದರು. ನಗರದ ಜಿಲ್ಲಾ ಪಂಚಾಯತ್ ಸಭಾಂಗಣದಲ್ಲಿ ಅಧಿಕಾರಿ ವರ್ಗದಿಂದ ಏರ್ಪಡಿಸಿದ್ದ ಅಭಿನಂದನಾ ಸಮಾರಂಭದಲ್ಲಿ ಮಾತನಾಡಿದ ಅವರು, ಗ್ರಾಮೀಣ ಅಭಿವೃದ್ಧಿ ಮತ್ತು ಪಂಚಾಯತ್ ರಾಜ್ ಇಲಾಖೆಯಲ್ಲಿ ಕೆಲಸ ಮಾಡುವ ಅವಕಾಶ ಸಿಕ್ಕಿದ್ದು ನನ್ನ ಸೌಭಾಗ್ಯ. ನರೇಗಾ ಯೋಜನೆಯಡಿ ಜಿಲ್ಲೆಯಲ್ಲಿ ಸಾಕಷ್ಟು ಕಾಮಗಾರಿಗಳನ್ನು ಕೈಗೊಳ್ಳಲಾಗಿದೆ. ಜಲ ಜೀವನ್ ಮಿಷನ್ ಅಡಿ ಮನೆ ಮನೆಗೆ ಕುಡಿಯುವ ನೀರು ಒದಗಿಸುವ ಕಾರ್ಯ ಪ್ರಗತಿಯಲ್ಲಿದೆ ಎಂದರು. ಕಾರ್ಯಕ್ರಮದಲ್ಲಿ ಜಿಲ್ಲಾ ಪಂಚಾಯತ್ ಉಪ ಕಾರ್ಯದರ್ಶಿ, ಮುಖ್ಯ ಯೋಜನಾಧಿಕಾರಿ, ತಾಲೂಕು ಪಂಚಾಯತ್ ಇಓಗಳು ಹಾಗೂ ವಿವಿಧ ಇಲಾಖೆಗಳ ಅಧಿಕಾರಿಗಳು ಉಪಸ್ಥಿತರಿದ್ದರು. ಡಾ.ಜಿ.ಪರಮೇಶ್ವರ್ ಹಾಗೂ ಮುಖ್ಯಮಂತ್ರಿಗಳ ಮಾರ್ಗದರ್ಶನದಲ್ಲಿ ಕೆಲಸ ಮಾಡಿದ್ದೇನೆ. ಹಾಗೆಯೇ ಜನಪ್ರತಿನಿಧಿಗಳು ಸಹಕಾರ ನೀಡಿದ್ದಾರೆ ಎಂದು ಸ್ಮರಿಸಿದರು. bbox=[520, 583, 636, 675]
avatar bbox=[80, 452, 128, 508]
story-photo bbox=[586, 116, 782, 232]
author-photo bbox=[52, 428, 156, 566]
story-body-continued: ತುಮಕೂರು: ಶಿಕ್ಷಣವು 21 ಶತಮಾನದಲ್ಲಿ ಅತ್ಯ ಗತ್ಯವಾದ ಅಸ್ತ್ರವಾಗಿದ್ದು, ಮಕ್ಕಳಿಗೆ ಮೌಲ್ಯಯುತ ಶಿಕ್ಷಣ ನೀಡದಿರುವುದು ಅವರನ್ನು ವಂಚಿಸಿದಂತೆ, ಅದು ಯುದ್ಧಕ್ಕೆ ಸಮಾನ ಎಂದು ಶಿಕ್ಷಣ ತಜ್ಞರು ಅಭಿಪ್ರಾಯಪಟ್ಟರು. ನಗರದ ಶಿಕ್ಷಣ ಸಂಸ್ಥೆಯಲ್ಲಿ ನಡೆದ ವಿಚಾರ ಸಂಕಿರಣದಲ್ಲಿ ಮಾತನಾಡಿದ ಅವರು, ಪೋಷಕರು ಮಕ್ಕಳ ಶಿಕ್ಷಣದ ಬಗ್ಗೆ ಹೆಚ್ಚಿನ ಜವಾಬ್ದಾರಿ ವಹಿಸಬೇಕು. ರಾಷ್ಟ್ರೀಯ ಶಿಕ್ಷಣ ನೀತಿ 2020 ಹೊಸ ಅವಕಾಶಗಳನ್ನು ತೆರೆದಿದೆ. ತಂತ್ರಜ್ಞಾನದ ಜೊತೆಗೆ ಮಾನವೀಯ ಮೌಲ್ಯಗಳನ್ನು ಮಕ್ಕಳಲ್ಲಿ ಬೆಳೆಸಬೇಕು. ಶಿಕ್ಷಕರು ಮತ್ತು ಪೋಷಕರು ಒಟ್ಟಾಗಿ ಕೆಲಸ ಮಾಡಿದರೆ ಮಾತ್ರ ಉತ್ತಮ ಸಮಾಜ ನಿರ್ಮಾಣ ಸಾಧ್ಯ ಎಂದರು. ಕಾರ್ಯಕ್ರಮದಲ್ಲಿ ವಿವಿಧ ಶಾಲೆಗಳ ಮುಖ್ಯಸ್ಥರು, ಶಿಕ್ಷಕರು ಹಾಗೂ ಪೋಷಕರು ಭಾಗವಹಿಸಿದ್ದರು. ಅಧ್ಯಕ್ಷತೆಯನ್ನು ಸಂಸ್ಥೆಯ ಕಾರ್ಯದರ್ಶಿ ವಹಿಸಿದ್ದರು. ಮಕ್ಕಳ ಮನಸ್ಸಿನ ಮೇಲೆ ಮೊಬೈಲ್ ಬಳಕೆಯ ದುಷ್ಪರಿಣಾಮಗಳ ಬಗ್ಗೆಯೂ ಚರ್ಚಿಸಲಾಯಿತು. bbox=[326, 1235, 456, 1305]
story-body-continued: ತುಮಕೂರು: ಸರ್ಕಾರದ ಯೋಜನೆಗಳನ್ನು ಜಿಲ್ಲೆಯ ಕಟ್ಟಕಡೆಯ ವ್ಯಕ್ತಿಗೂ ತಲುಪಿಸುವ ನಿಟ್ಟಿನಲ್ಲಿ ಅಧಿಕಾರಿಗಳು ಸಹಕಾರ ನೀಡಿದ್ದರಿಂದ ಉತ್ತಮ ಕೆಲಸ ಮಾಡಲು ಸಾಧ್ಯವಾಯಿತು ಎಂದು ವರ್ಗಾವಣೆಗೊಂಡ ಜಿಲ್ಲಾ ಪಂಚಾಯತ್ ಸಿಇಓ ಜಿ.ಪ್ರಭು ಹೇಳಿದರು. ನಗರದ ಜಿಲ್ಲಾ ಪಂಚಾಯತ್ ಸಭಾಂಗಣದಲ್ಲಿ ಅಧಿಕಾರಿ ವರ್ಗದಿಂದ ಏರ್ಪಡಿಸಿದ್ದ ಅಭಿನಂದನಾ ಸಮಾರಂಭದಲ್ಲಿ ಮಾತನಾಡಿದ ಅವರು, ಗ್ರಾಮೀಣ ಅಭಿವೃದ್ಧಿ ಮತ್ತು ಪಂಚಾಯತ್ ರಾಜ್ ಇಲಾಖೆಯಲ್ಲಿ ಕೆಲಸ ಮಾಡುವ ಅವಕಾಶ ಸಿಕ್ಕಿದ್ದು ನನ್ನ ಸೌಭಾಗ್ಯ. ನರೇಗಾ ಯೋಜನೆಯಡಿ ಜಿಲ್ಲೆಯಲ್ಲಿ ಸಾಕಷ್ಟು ಕಾಮಗಾರಿಗಳನ್ನು ಕೈಗೊಳ್ಳಲಾಗಿದೆ. ಜಲ ಜೀವನ್ ಮಿಷನ್ ಅಡಿ ಮನೆ ಮನೆಗೆ ಕುಡಿಯುವ ನೀರು ಒದಗಿಸುವ ಕಾರ್ಯ ಪ್ರಗತಿಯಲ್ಲಿದೆ ಎಂದರು. ಕಾರ್ಯಕ್ರಮದಲ್ಲಿ ಜಿಲ್ಲಾ ಪಂಚಾಯತ್ ಉಪ ಕಾರ್ಯದರ್ಶಿ, ಮುಖ್ಯ ಯೋಜನಾಧಿಕಾರಿ, ತಾಲೂಕು ಪಂಚಾಯತ್ ಇಓಗಳು ಹಾಗೂ ವಿವಿಧ ಇಲಾಖೆಗಳ ಅಧಿಕಾರಿಗಳು ಉಪಸ್ಥಿತರಿದ್ದರು. ಡಾ.ಜಿ.ಪರಮೇಶ್ವರ್ ಹಾಗೂ ಮುಖ್ಯಮಂತ್ರಿಗಳ ಮಾರ್ಗದರ್ಶನದಲ್ಲಿ ಕೆಲಸ ಮಾಡಿದ್ದೇನೆ. ಹಾಗೆಯೇ ಜನಪ್ರತಿನಿಧಿಗಳು ಸಹಕಾರ ನೀಡಿದ್ದಾರೆ ಎಂದು ಸ್ಮರಿಸಿದರು. bbox=[640, 573, 768, 658]
story-headline: ವಿಶ್ವಮಾನವ ಕುವೆಂಪು ಅಗ್ರಗಣ್ಯರು bbox=[268, 718, 430, 736]
obituary-photo bbox=[746, 1080, 894, 1218]
story-headline: ಹಿರಿಯ ಪತ್ರಕರ್ತ bbox=[785, 1036, 851, 1050]
story-photo bbox=[270, 754, 478, 858]
story-body-continued: ಗುಬ್ಬಿ: ಪಟ್ಟಣದಲ್ಲಿ 40 ವರ್ಷಗಳಿಂದಲೂ ಶಬರಿಮಲೆ ಯಾತ್ರೆ ಕೈಗೊಳ್ಳುತ್ತಿರುವ ಗುರುಸ್ವಾಮಿಗಳ ನೇತೃತ್ವದಲ್ಲಿ ಅಯ್ಯಪ್ಪ ಸ್ವಾಮಿ ದೇವರ ಭವ್ಯ ಮೆರವಣಿಗೆ ಅದ್ದೂರಿಯಾಗಿ ನಡೆಯಿತು. ಪಟ್ಟಣದ ಪ್ರಮುಖ ಬೀದಿಗಳಲ್ಲಿ ನಡೆದ ಮೆರವಣಿಗೆಯಲ್ಲಿ ನೂರಾರು ಮಾಲಾಧಾರಿಗಳು ಹಾಗೂ ಭಕ್ತರು ಪಾಲ್ಗೊಂಡಿದ್ದರು. ವಿವಿಧ ಜಾನಪದ ಕಲಾತಂಡಗಳು ಮೆರವಣಿಗೆಗೆ ಮೆರುಗು ನೀಡಿದವು. ಬಳಿಕ ದೇವಾಲಯದಲ್ಲಿ ವಿಶೇಷ ಪೂಜೆ, ಭಜನೆ ಹಾಗೂ ಅನ್ನದಾಸೋಹ ಕಾರ್ಯಕ್ರಮ ನಡೆಯಿತು. bbox=[744, 851, 890, 885]
story-body: ತುಮಕೂರು: ಆಧುನಿಕ ನಾಟಕ ಪ್ರಭಾವಿಸಿದವರಲ್ಲಿ ರಾಷ್ಟ್ರಕವಿ ಕುವೆಂಪು ಅಗ್ರಗಣ್ಯರು. ಅವರ ನಾಟಕಗಳು ಸಮಾಜದ ಅಸಮಾನತೆ ಹಾಗೂ ಮೌಢ್ಯಗಳ ವಿರುದ್ಧ ಧ್ವನಿ ಎತ್ತಿದವು ಎಂದು ವಕ್ತಾರರು ಅಭಿಪ್ರಾಯಪಟ್ಟರು. ಕುವೆಂಪು ಜನ್ಮದಿನದ ಅಂಗವಾಗಿ ನಡೆದ ವಿಶ್ವಮಾನವ ದಿನಾಚರಣೆ ಕಾರ್ಯಕ್ರಮದಲ್ಲಿ ಮಾತನಾಡಿದ ಅವರು, ಕುವೆಂಪು ಅವರ ಶೂದ್ರ ತಪಸ್ವಿ, ಬೆರಳ್ಗೆ ಕೊರಳ್, ಜಲಗಾರ ನಾಟಕಗಳು ಇಂದಿಗೂ ಪ್ರಸ್ತುತ. ಯುವ ಪೀಳಿಗೆ ಕುವೆಂಪು ಅವರ ಸಾಹಿತ್ಯವನ್ನು ಓದಬೇಕು ಎಂದರು. ಕಾರ್ಯಕ್ರಮದಲ್ಲಿ ಗಣ್ಯರು ಉಪಸ್ಥಿತರಿದ್ದರು. bbox=[482, 757, 580, 813]
story-body-continued: ತುಮಕೂರು: ಆಧುನಿಕ ನಾಟಕ ಪ್ರಭಾವಿಸಿದವರಲ್ಲಿ ರಾಷ್ಟ್ರಕವಿ ಕುವೆಂಪು ಅಗ್ರಗಣ್ಯರು. ಅವರ ನಾಟಕಗಳು ಸಮಾಜದ ಅಸಮಾನತೆ ಹಾಗೂ ಮೌಢ್ಯಗಳ ವಿರುದ್ಧ ಧ್ವನಿ ಎತ್ತಿದವು ಎಂದು ವಕ್ತಾರರು ಅಭಿಪ್ರಾಯಪಟ್ಟರು. ಕುವೆಂಪು ಜನ್ಮದಿನದ ಅಂಗವಾಗಿ ನಡೆದ ವಿಶ್ವಮಾನವ ದಿನಾಚರಣೆ ಕಾರ್ಯಕ್ರಮದಲ್ಲಿ ಮಾತನಾಡಿದ ಅವರು, ಕುವೆಂಪು ಅವರ ಶೂದ್ರ ತಪಸ್ವಿ, ಬೆರಳ್ಗೆ ಕೊರಳ್, ಜಲಗಾರ ನಾಟಕಗಳು ಇಂದಿಗೂ ಪ್ರಸ್ತುತ. ಯುವ ಪೀಳಿಗೆ ಕುವೆಂಪು ಅವರ ಸಾಹಿತ್ಯವನ್ನು ಓದಬೇಕು ಎಂದರು. ಕಾರ್ಯಕ್ರಮದಲ್ಲಿ ಗಣ್ಯರು ಉಪಸ್ಥಿತರಿದ್ದರು. bbox=[426, 865, 580, 899]
column-rule bbox=[262, 388, 263, 1028]
story-body: ತುಮಕೂರು: ಅನಾರೋಗ್ಯದಿಂದ ಬಳಲುತ್ತಿದ್ದ ಹಿರಿಯ ಪತ್ರಕರ್ತ ಟಿ.ಸಿ. ಧ್ರುವಕುಮಾರ್ (49) ಅವರು ಸೋಮವಾರ ಬೆಳಗ್ಗೆ 6.30ರ ಸುಮಾರಿಗೆ ನಿಧನರಾದರು. ಮೃತರು ಪತ್ನಿ, ಪುತ್ರಿ ಹಾಗೂ ಅಪಾರ ಬಂಧು ಬಳಗವನ್ನು ಅಗಲಿದ್ದಾರೆ. ಹಲವು ಪತ್ರಿಕೆಗಳಲ್ಲಿ ಸೇವೆ ಸಲ್ಲಿಸಿದ್ದ ಅವರು ಜಿಲ್ಲೆಯ ಪತ್ರಿಕಾ ವಲಯದಲ್ಲಿ ಚಿರಪರಿಚಿತರಾಗಿದ್ದರು. ಅವರ ನಿಧನಕ್ಕೆ ಜಿಲ್ಲಾ ಪತ್ರಕರ್ತರ ಸಂಘ ಸಂತಾಪ ವ್ಯಕ್ತಪಡಿಸಿದೆ. bbox=[746, 1223, 892, 1250]
